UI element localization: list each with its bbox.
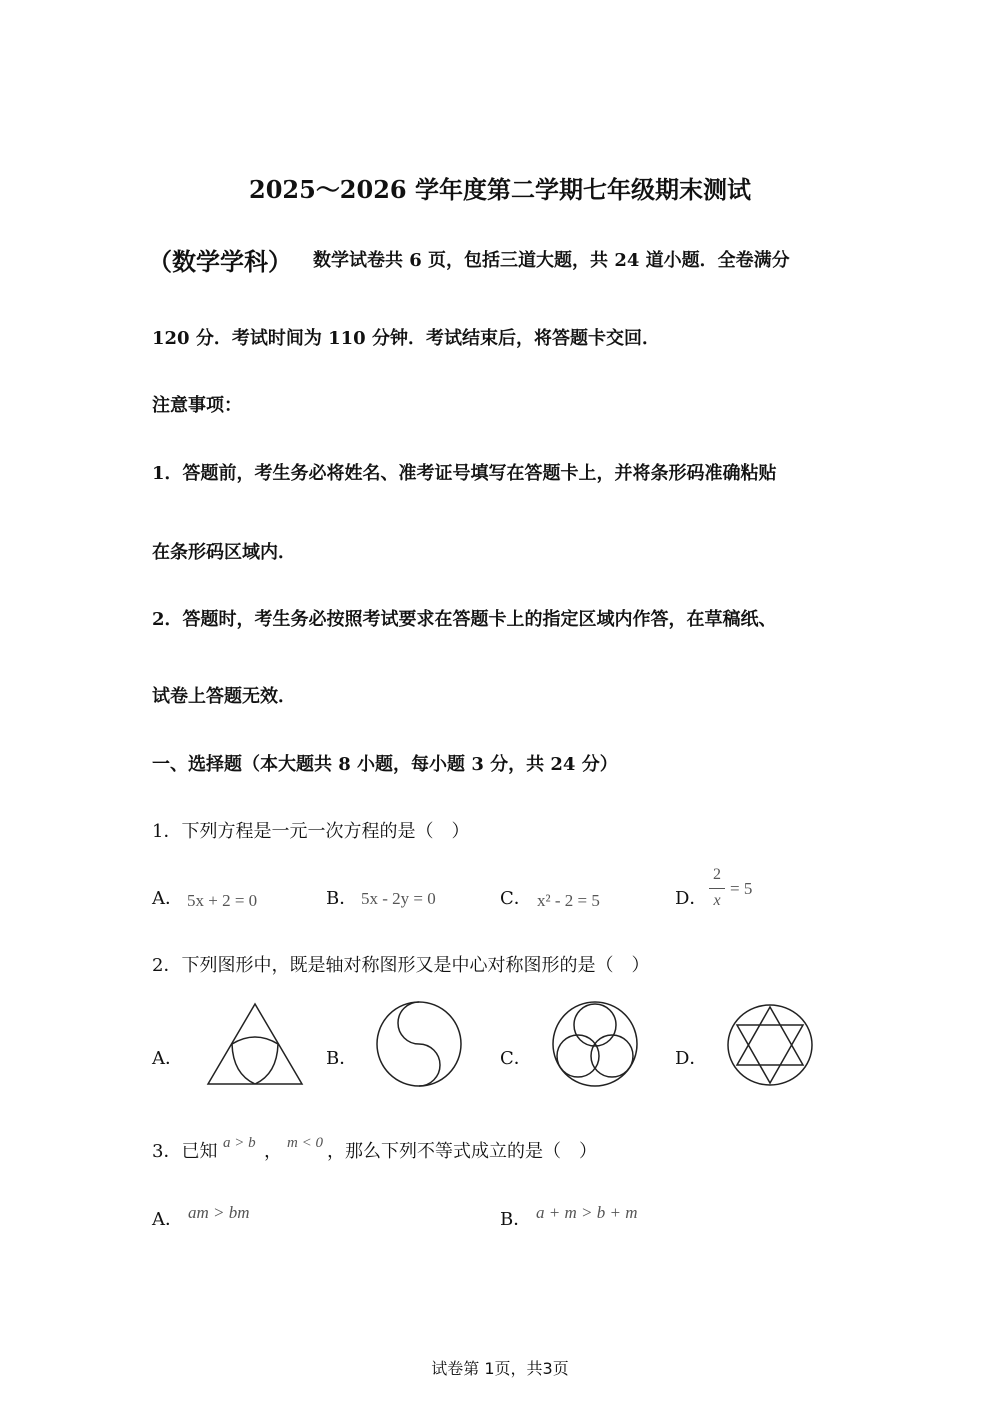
q1-option-d-fraction-bar: [709, 888, 725, 889]
q1-option-a-expr: 5x + 2 = 0: [187, 891, 258, 910]
q3-option-a-expr: am > bm: [188, 1203, 250, 1222]
triangle-with-arcs-icon: [205, 1000, 305, 1088]
q1-option-d-numerator: 2: [713, 866, 721, 883]
question-3-stem-prefix: 3．已知: [152, 1141, 218, 1162]
question-3-separator: ，: [264, 1141, 282, 1162]
q2-option-b-label: B．: [326, 1048, 358, 1069]
question-3-condition-2: m < 0: [287, 1135, 323, 1151]
note-2-line-2: 试卷上答题无效．: [152, 686, 296, 707]
q2-option-d-label: D．: [675, 1048, 708, 1069]
q1-option-a-label: A．: [152, 888, 183, 909]
note-2-line-1: 2．答题时，考生务必按照考试要求在答题卡上的指定区域内作答，在草稿纸、: [152, 609, 777, 630]
yin-yang-circle-icon: [375, 1001, 463, 1087]
note-1-line-2: 在条形码区域内．: [152, 542, 296, 563]
intro-line-2: 120 分．考试时间为 110 分钟．考试结束后，将答题卡交回．: [152, 328, 660, 349]
question-1-stem: 1．下列方程是一元一次方程的是（ ）: [152, 821, 470, 842]
three-circles-in-circle-icon: [551, 1001, 639, 1087]
q3-option-a-label: A．: [152, 1209, 183, 1230]
q1-option-c-expr: x² - 2 = 5: [537, 891, 600, 910]
q1-option-b-expr: 5x - 2y = 0: [361, 889, 436, 908]
q1-option-d-denominator: x: [713, 892, 721, 909]
q3-option-b-label: B．: [500, 1209, 532, 1230]
note-1-line-1: 1．答题前，考生务必将姓名、准考证号填写在答题卡上，并将条形码准确粘贴: [152, 463, 777, 484]
q2-option-a-label: A．: [152, 1048, 183, 1069]
q1-option-b-label: B．: [326, 888, 358, 909]
question-2-stem: 2．下列图形中，既是轴对称图形又是中心对称图形的是（ ）: [152, 955, 650, 976]
question-3-condition-1: a > b: [223, 1135, 256, 1151]
star-of-david-in-circle-icon: [726, 1003, 814, 1087]
question-3-stem-suffix: ，那么下列不等式成立的是（ ）: [327, 1141, 597, 1162]
subject-label: （数学学科）: [148, 247, 292, 276]
exam-title: 2025～2026 学年度第二学期七年级期末测试: [249, 175, 751, 204]
q3-option-b-expr: a + m > b + m: [536, 1203, 638, 1222]
intro-line-1: 数学试卷共 6 页，包括三道大题，共 24 道小题．全卷满分: [313, 250, 790, 271]
q1-option-c-label: C．: [500, 888, 532, 909]
page-footer: 试卷第 1页，共3页: [431, 1359, 569, 1378]
notes-heading: 注意事项：: [152, 395, 242, 416]
q1-option-d-label: D．: [675, 888, 708, 909]
q1-option-d-rhs: = 5: [730, 879, 753, 898]
section-1-heading: 一、选择题（本大题共 8 小题，每小题 3 分，共 24 分）: [152, 754, 618, 775]
q2-option-c-label: C．: [500, 1048, 532, 1069]
